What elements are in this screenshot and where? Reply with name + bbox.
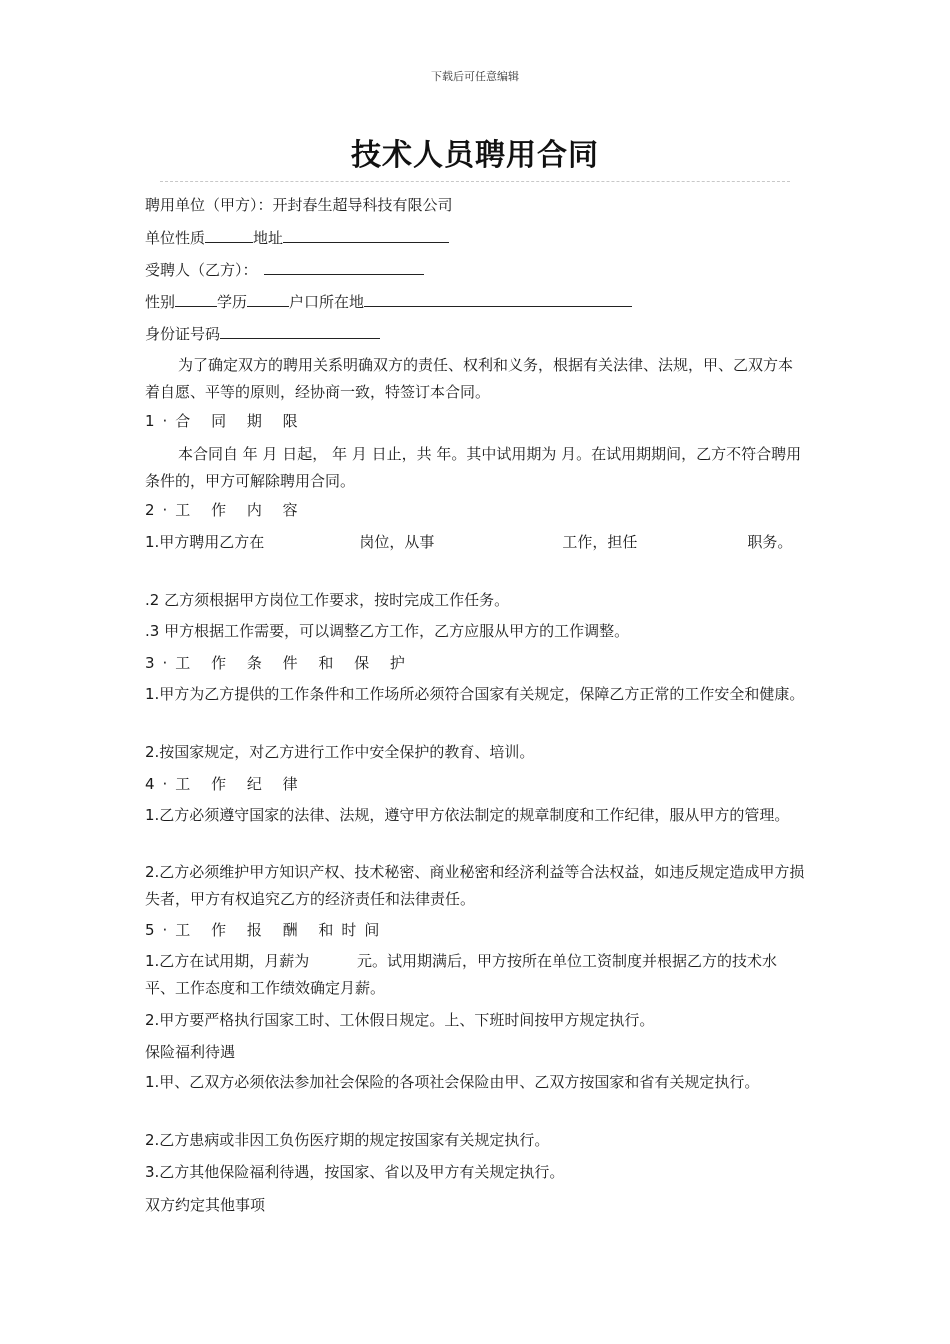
section-2-heading: 2·工 作 内 容 [145, 501, 306, 519]
address-label: 地址 [253, 229, 284, 247]
id-line [145, 321, 380, 346]
section-7-heading: 双方约定其他事项 [145, 1196, 266, 1214]
intro-paragraph: 为了确定双方的聘用关系明确双方的责任、权利和义务，根据有关法律、法规，甲、乙双方本着自愿、平等的原则，经协商一致，特签订本合同。 [145, 356, 794, 401]
section-1-body: 本合同自 年 月 日起， 年 月 日止，共 年。其中试用期为 月。在试用期期间，乙方不符合聘用条件的，甲方可解除聘用合同。 [145, 445, 802, 490]
gender-edu-hukou-line [145, 289, 632, 314]
header-note: 下载后可任意编辑 [431, 70, 519, 83]
id-blank[interactable] [220, 321, 380, 339]
section-4-item-1: 1.乙方必须遵守国家的法律、法规，遵守甲方依法制定的规章制度和工作纪律，服从甲方的管理。 [145, 806, 790, 824]
section-6-item-2: 2.乙方患病或非因工负伤医疗期的规定按国家有关规定执行。 [145, 1131, 550, 1149]
section-2-item-3: .3 甲方根据工作需要，可以调整乙方工作，乙方应服从甲方的工作调整。 [145, 622, 630, 640]
section-6-item-3: 3.乙方其他保险福利待遇，按国家、省以及甲方有关规定执行。 [145, 1163, 565, 1181]
nature-label: 单位性质 [145, 229, 206, 247]
employee-blank[interactable] [264, 257, 424, 275]
section-2-item-1 [145, 530, 815, 554]
section-5-heading: 5·工 作 报 酬 和时间 [145, 921, 388, 939]
nature-address-line [145, 225, 449, 250]
education-label: 学历 [217, 293, 248, 311]
employee-label: 受聘人（乙方）： [145, 261, 258, 279]
section-6-item-1: 1.甲、乙双方必须依法参加社会保险的各项社会保险由甲、乙双方按国家和省有关规定执行。 [145, 1073, 760, 1091]
item-1-part-b: 岗位，从事 [359, 533, 435, 551]
education-blank[interactable] [247, 289, 289, 307]
section-3-item-2: 2.按国家规定，对乙方进行工作中安全保护的教育、培训。 [145, 743, 535, 761]
section-3-heading: 3·工 作 条 件 和 保 护 [145, 654, 413, 672]
item-1-part-c: 工作，担任 [562, 533, 638, 551]
hukou-blank[interactable] [364, 289, 632, 307]
section-4-item-2: 2.乙方必须维护甲方知识产权、技术秘密、商业秘密和经济利益等合法权益，如违反规定造成甲方损失者，甲方有权追究乙方的经济责任和法律责任。 [145, 863, 805, 908]
address-blank[interactable] [283, 225, 449, 243]
section-2-item-2: .2 乙方须根据甲方岗位工作要求，按时完成工作任务。 [145, 591, 510, 609]
employee-line [145, 257, 424, 282]
gender-label: 性别 [145, 293, 176, 311]
employer-line [145, 193, 453, 217]
hukou-label: 户口所在地 [289, 293, 365, 311]
title-divider [160, 181, 790, 182]
employer-label: 聘用单位（甲方）： [145, 196, 273, 214]
gender-blank[interactable] [175, 289, 217, 307]
section-3-item-1: 1.甲方为乙方提供的工作条件和工作场所必须符合国家有关规定，保障乙方正常的工作安全和健康。 [145, 685, 805, 703]
employer-value: 开封春生超导科技有限公司 [272, 196, 453, 214]
section-5-item-2: 2.甲方要严格执行国家工时、工休假日规定。上、下班时间按甲方规定执行。 [145, 1011, 655, 1029]
item-1-part-a: 1.甲方聘用乙方在 [145, 533, 265, 551]
section-6-heading: 保险福利待遇 [145, 1043, 236, 1061]
id-label: 身份证号码 [145, 325, 221, 343]
document-title: 技术人员聘用合同 [351, 138, 599, 173]
item-1-part-d: 职务。 [747, 533, 793, 551]
section-4-heading: 4·工 作 纪 律 [145, 775, 306, 793]
section-5-item-1: 1.乙方在试用期，月薪为 元。试用期满后，甲方按所在单位工资制度并根据乙方的技术水平、工作态度和工作绩效确定月薪。 [145, 952, 777, 997]
section-1-heading: 1·合 同 期 限 [145, 412, 306, 430]
nature-blank[interactable] [205, 225, 253, 243]
